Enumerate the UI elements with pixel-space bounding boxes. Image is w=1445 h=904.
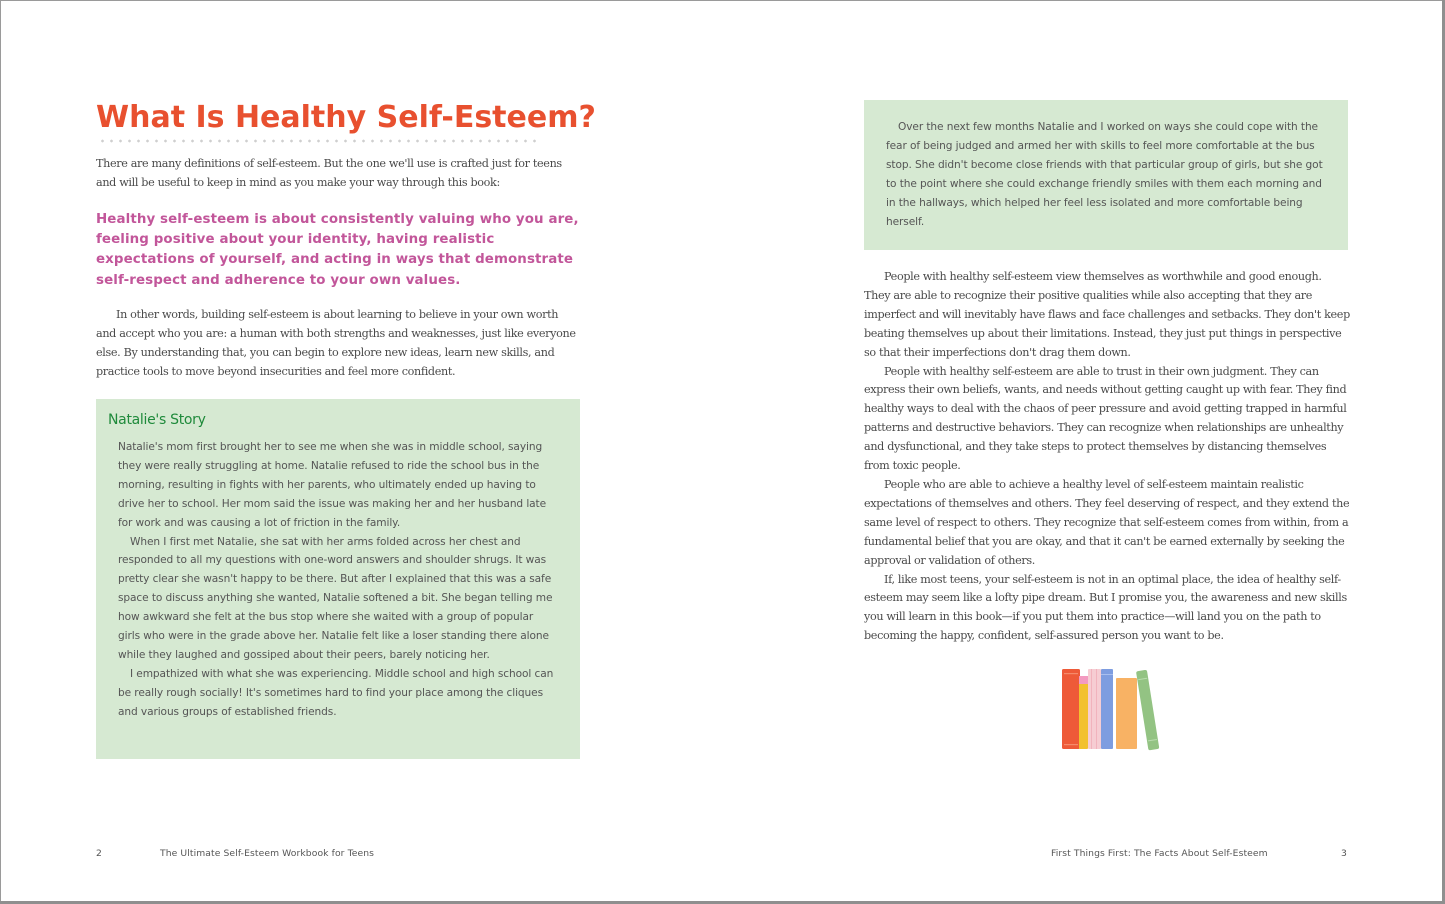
body-paragraph: People with healthy self-esteem view themselves as worthwhile and good enough. They are able to recognize their positive qualities while also accepting that they are imperfect and will inevitably have flaws and face challenges and setbacks. They don't keep beating themselves up about their limitations. Instead, they just put things in perspective so that their imperfections don't drag them down. xyxy=(864,270,1350,359)
story-continued-paragraph: Over the next few months Natalie and I worked on ways she could cope with the fear of being judged and armed her with skills to feel more comfortable at the bus stop. She didn't become close friends with that particular group of girls, but she got to the point where she could exchange friendly smiles with them each morning and in the hallways, which helped her feel less isolated and more comfortable being herself. xyxy=(886,121,1323,228)
story-title: Natalie's Story xyxy=(108,412,206,428)
running-head-right: First Things First: The Facts About Self-Esteem xyxy=(1051,848,1268,859)
story-text xyxy=(118,438,558,722)
body-paragraph: If, like most teens, your self-esteem is not in an optimal place, the idea of healthy self-esteem may seem like a lofty pipe dream. But I promise you, the awareness and new skills you will learn in this book—if you put them into practice—will land you on the path to becoming the happy, confident, self-assured person you want to be. xyxy=(864,572,1347,643)
running-head-left: The Ultimate Self-Esteem Workbook for Teens xyxy=(160,848,375,859)
intro-paragraph: There are many definitions of self-esteem. But the one we'll use is crafted just for teens and will be useful to keep in mind as you make your way through this book: xyxy=(96,157,562,189)
story-paragraph: Natalie's mom first brought her to see me when she was in middle school, saying they were really struggling at home. Natalie refused to ride the school bus in the morning, resulting in fights with her parents, who ultimately ended up having to drive her to school. Her mom said the issue was making her and her husband late for work and was causing a lot of friction in the family. xyxy=(118,441,547,529)
page-title: What Is Healthy Self-Esteem? xyxy=(96,100,596,135)
page-number-left: 2 xyxy=(96,848,102,859)
body-text xyxy=(864,268,1350,646)
dotted-divider xyxy=(98,139,538,143)
other-words-paragraph: In other words, building self-esteem is about learning to believe in your own worth and accept who you are: a human with both strengths and weaknesses, just like everyone else. By understanding that, you can begin to explore new ideas, learn new skills, and practice tools to move beyond insecurities and feel more confident. xyxy=(96,308,576,378)
page-number-right: 3 xyxy=(1341,848,1347,859)
books-illustration-icon xyxy=(1058,664,1168,754)
definition-callout: Healthy self-esteem is about consistently valuing who you are, feeling positive about your identity, having realistic expectations of yourself, and acting in ways that demonstrate self-respect and adherence to your own values. xyxy=(96,212,579,288)
story-paragraph: When I first met Natalie, she sat with her arms folded across her chest and responded to all my questions with one-word answers and shoulder shrugs. It was pretty clear she wasn't happy to be there. But after I explained that this was a safe space to discuss anything she wanted, Natalie softened a bit. She began telling me how awkward she felt at the bus stop where she waited with a group of popular girls who were in the grade above her. Natalie felt like a loser standing there alone while they laughed and gossiped about their peers, barely noticing her. xyxy=(118,535,553,661)
body-paragraph: People who are able to achieve a healthy level of self-esteem maintain realistic expectations of themselves and others. They feel deserving of respect, and they extend the same level of respect to others. They recognize that self-esteem comes from within, from a fundamental belief that you are okay, and that it can't be earned externally by seeking the approval or validation of others. xyxy=(864,477,1350,567)
natalies-story-box xyxy=(96,399,580,759)
story-continued-box xyxy=(864,100,1348,250)
story-paragraph: I empathized with what she was experiencing. Middle school and high school can be really rough socially! It's sometimes hard to find your place among the cliques and various groups of established friends. xyxy=(118,667,554,718)
body-paragraph: People with healthy self-esteem are able to trust in their own judgment. They can express their own beliefs, wants, and needs without getting caught up with fear. They find healthy ways to deal with the chaos of peer pressure and avoid getting trapped in harmful patterns and destructive behaviors. They can recognize when relationships are unhealthy and dysfunctional, and they take steps to protect themselves by distancing themselves from toxic people. xyxy=(864,364,1347,473)
